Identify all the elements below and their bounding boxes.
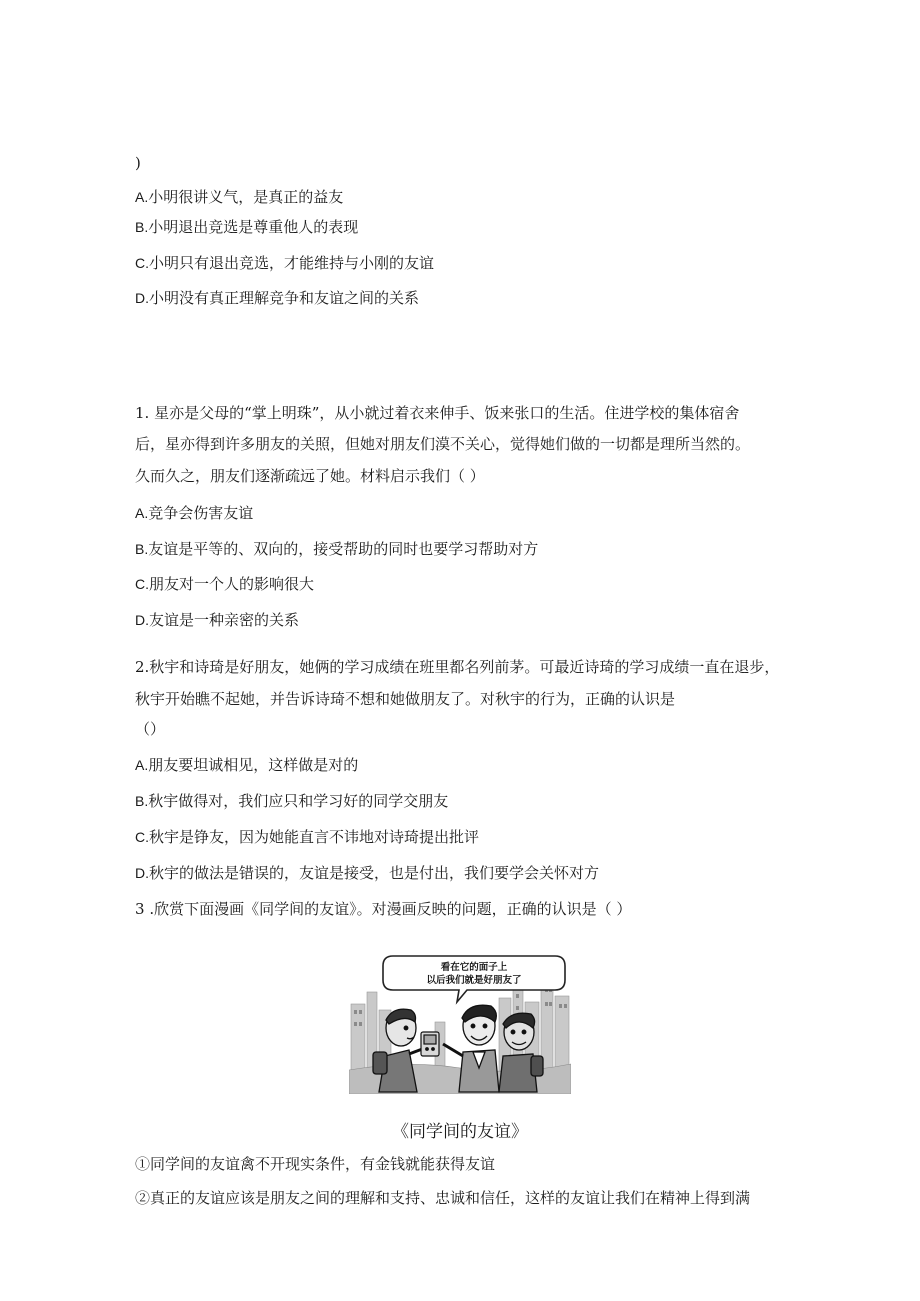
q2-option-b[interactable] [135,791,448,811]
q1-stem-line-1: 1. 星亦是父母的“掌上明珠”，从小就过着衣来伸手、饭来张口的生活。住进学校的集体宿舍 [135,404,740,422]
option-letter: A. [135,189,149,205]
prev-option-b[interactable] [135,217,358,237]
q3-statement-2: ②真正的友谊应该是朋友之间的理解和支持、忠诚和信任，这样的友谊让我们在精神上得到满 [135,1189,751,1207]
option-text: 朋友要坦诚相见，这样做是对的 [148,756,359,774]
prev-option-d[interactable] [135,288,419,308]
option-text: 秋宇是铮友，因为她能直言不讳地对诗琦提出批评 [149,828,480,846]
option-text: 小明只有退出竞选，才能维持与小刚的友谊 [149,254,435,272]
q3-stem [135,899,631,919]
option-letter: B. [135,541,149,557]
option-letter: B. [135,219,149,235]
option-text: 友谊是一种亲密的关系 [149,611,300,629]
comic-caption: 《同学间的友谊》 [392,1122,528,1142]
prev-option-a[interactable] [135,187,343,207]
option-letter: D. [135,865,149,881]
option-letter: C. [135,829,149,845]
speech-line-1: 看在它的面子上 [440,962,508,973]
option-letter: D. [135,612,149,628]
option-letter: C. [135,576,149,592]
option-letter: A. [135,757,149,773]
option-letter: D. [135,290,149,306]
backpack-shape [373,1052,387,1074]
prev-question-tail: ) [135,154,141,172]
q2-option-a[interactable] [135,755,358,775]
q1-option-a[interactable] [135,503,253,523]
q3-stem-text: .欣赏下面漫画《同学间的友谊》。对漫画反映的问题，正确的认识是（ ） [144,900,632,918]
q1-option-c[interactable] [135,574,314,594]
option-text: 小明退出竞选是尊重他人的表现 [148,218,359,236]
q3-number: 3 [135,900,145,918]
q3-statement-1: ①同学间的友谊禽不开现实条件，有金钱就能获得友谊 [135,1155,496,1173]
q1-option-b[interactable] [135,539,538,559]
option-text: 秋宇做得对，我们应只和学习好的同学交朋友 [148,792,449,810]
q2-stem-line-1: 2.秋宇和诗琦是好朋友，她俩的学习成绩在班里都名列前茅。可最近诗琦的学习成绩一直在退步， [135,658,780,676]
option-text: 秋宇的做法是错误的，友谊是接受，也是付出，我们要学会关怀对方 [149,864,600,882]
option-text: 小明没有真正理解竞争和友谊之间的关系 [149,289,420,307]
option-text: 朋友对一个人的影响很大 [149,575,315,593]
option-letter: C. [135,255,149,271]
q2-option-d[interactable] [135,863,599,883]
option-text: 竞争会伤害友谊 [148,504,254,522]
q2-stem-line-3: （） [135,720,166,738]
option-text: 小明很讲义气，是真正的益友 [148,188,344,206]
option-letter: B. [135,793,149,809]
option-text: 友谊是平等的、双向的，接受帮助的同时也要学习帮助对方 [148,540,539,558]
option-letter: A. [135,505,149,521]
speech-line-2: 以后我们就是好朋友了 [426,975,522,986]
phone-icon [421,1032,439,1056]
q1-option-d[interactable] [135,610,299,630]
q1-stem-line-2: 后，星亦得到许多朋友的关照，但她对朋友们漠不关心，觉得她们做的一切都是理所当然的。 [135,435,751,453]
q2-option-c[interactable] [135,827,479,847]
comic-friendship-illustration [349,952,571,1094]
prev-option-c[interactable] [135,253,434,273]
q1-stem-line-3: 久而久之，朋友们逐渐疏远了她。材料启示我们（ ） [135,467,485,485]
q2-stem-line-2: 秋宇开始瞧不起她，并告诉诗琦不想和她做朋友了。对秋宇的行为，正确的认识是 [135,690,676,708]
